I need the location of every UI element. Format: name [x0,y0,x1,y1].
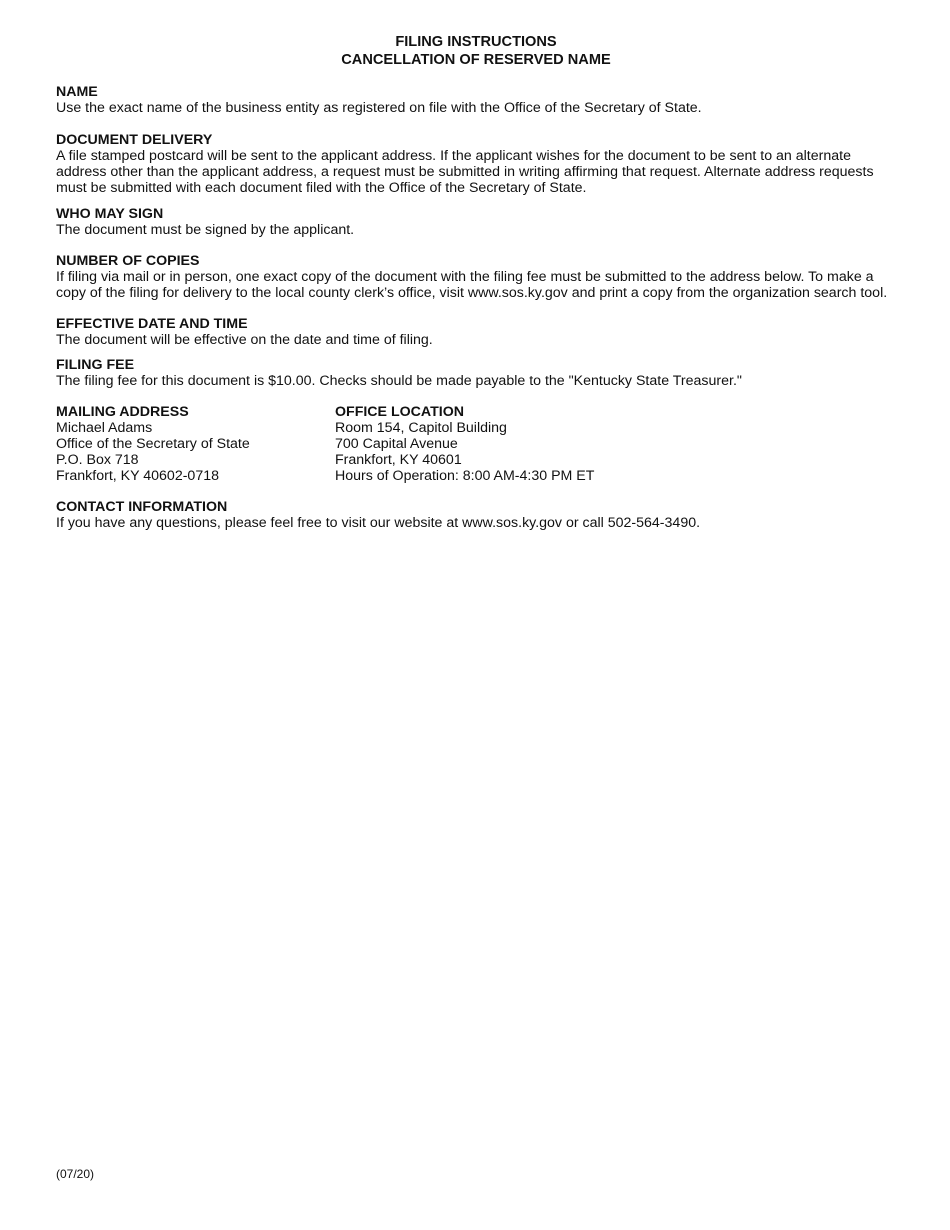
section-heading: EFFECTIVE DATE AND TIME [56,316,248,332]
mailing-address-line: Office of the Secretary of State [56,436,250,452]
office-location [335,404,594,484]
section-text: The document must be signed by the applicant. [56,222,355,238]
address-block [56,404,896,484]
office-location-line: Room 154, Capitol Building [335,420,507,436]
section-text: A file stamped postcard will be sent to the applicant address. If the applicant wishes for the document to be sent to an alternate address other than the applicant address, a request must be submitted in writing affirming that request. Alternate address requests must be submitted with each document filed with the Office of the Secretary of State. [56,148,874,196]
section-text: The document will be effective on the date and time of filing. [56,332,433,348]
office-location-heading: OFFICE LOCATION [335,404,464,420]
mailing-address-line: Michael Adams [56,420,153,436]
section-contact-information [56,499,896,531]
office-location-line: 700 Capital Avenue [335,436,458,452]
form-revision-code: (07/20) [56,1167,95,1181]
section-document-delivery [56,132,896,196]
section-heading: NUMBER OF COPIES [56,253,200,269]
office-location-line: Hours of Operation: 8:00 AM-4:30 PM ET [335,468,595,484]
section-heading: CONTACT INFORMATION [56,499,228,515]
document-title [56,34,896,69]
section-text: The filing fee for this document is $10.00. Checks should be made payable to the "Kentucky State Treasurer." [56,373,742,389]
section-heading: FILING FEE [56,357,135,373]
section-effective-date [56,316,896,348]
mailing-address-heading: MAILING ADDRESS [56,404,189,420]
section-name [56,84,896,116]
section-heading: NAME [56,84,98,100]
document-page [56,34,896,531]
section-who-may-sign [56,206,896,238]
title-line-2: CANCELLATION OF RESERVED NAME [341,51,611,68]
section-text: If you have any questions, please feel free to visit our website at www.sos.ky.gov or call 502-564-3490. [56,515,701,531]
office-location-line: Frankfort, KY 40601 [335,452,462,468]
section-text: Use the exact name of the business entity as registered on file with the Office of the Secretary of State. [56,100,702,116]
mailing-address [56,404,335,484]
mailing-address-line: Frankfort, KY 40602-0718 [56,468,219,484]
mailing-address-line: P.O. Box 718 [56,452,139,468]
section-text: If filing via mail or in person, one exact copy of the document with the filing fee must be submitted to the address below. To make a copy of the filing for delivery to the local county clerk’s office, visit www.sos.ky.gov and print a copy from the organization search tool. [56,269,888,301]
section-filing-fee [56,357,896,389]
title-line-1: FILING INSTRUCTIONS [395,34,557,50]
section-heading: DOCUMENT DELIVERY [56,132,213,148]
section-number-of-copies [56,253,896,301]
section-heading: WHO MAY SIGN [56,206,164,222]
